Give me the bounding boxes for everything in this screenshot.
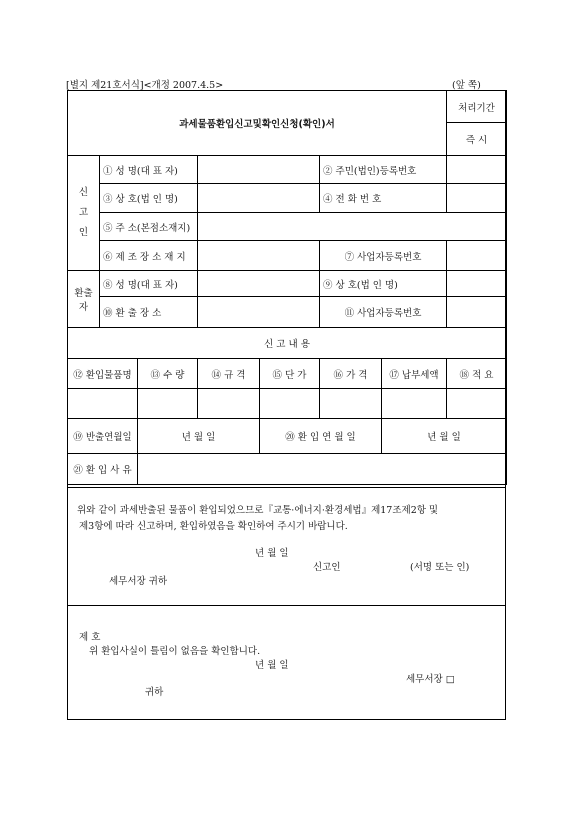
declaration-text-line1: 위와 같이 과세반출된 물품이 환입되었으므로『교통·에너지·환경세법』제17조제2항 및 <box>77 505 439 516</box>
reporter-address-label: ⑤ 주 소(본점소재지) <box>100 213 198 241</box>
col-unit-price: ⑮ 단 가 <box>260 359 320 389</box>
returner-trade-name-label: ⑨ 상 호(법 인 명) <box>320 271 447 297</box>
reporter-resident-no-label: ② 주민(법인)등록번호 <box>320 156 447 184</box>
export-date-field[interactable]: 년 월 일 <box>138 419 260 454</box>
col-remarks: ⑱ 적 요 <box>447 359 507 389</box>
col-price: ⑯ 가 격 <box>320 359 382 389</box>
confirmation-text: 위 환입사실이 틀림이 없음을 확인합니다. <box>89 646 261 657</box>
returner-section-label: 환출자 <box>68 271 100 328</box>
reporter-trade-name-label: ③ 상 호(법 인 명) <box>100 184 198 213</box>
reporter-section-label: 신 고 인 <box>68 156 100 271</box>
col-spec: ⑭ 규 격 <box>198 359 260 389</box>
col-quantity: ⑬ 수 량 <box>138 359 198 389</box>
reporter-phone-label: ④ 전 화 번 호 <box>320 184 447 213</box>
declaration-addressee: 세무서장 귀하 <box>109 576 168 587</box>
form-title: 과세물품환입신고및확인신청(확인)서 <box>68 91 447 156</box>
content-header: 신 고 내 용 <box>68 328 507 359</box>
returner-place-label: ⑩ 환 출 장 소 <box>100 297 198 328</box>
form-frame <box>67 90 506 720</box>
confirmation-date: 년 월 일 <box>255 660 289 671</box>
return-date-label: ⑳ 환 입 연 월 일 <box>260 419 382 454</box>
declaration-date: 년 월 일 <box>255 548 289 559</box>
returner-biz-no-label: ⑪ 사업자등록번호 <box>320 297 447 328</box>
col-item-name: ⑫ 환입물품명 <box>68 359 138 389</box>
page-side: (앞 쪽) <box>452 80 481 91</box>
reporter-biz-no-label: ⑦ 사업자등록번호 <box>320 241 447 271</box>
reporter-sign-label: 신고인 <box>313 562 341 573</box>
confirmation-number: 제 호 <box>79 632 101 643</box>
form-reference: [별지 제21호서식]<개정 2007.4.5> <box>66 80 224 91</box>
sign-or-seal: (서명 또는 인) <box>410 562 470 573</box>
return-date-field[interactable]: 년 월 일 <box>382 419 507 454</box>
processing-label: 처리기간 <box>447 91 507 123</box>
reporter-name-label: ① 성 명(대 표 자) <box>100 156 198 184</box>
returner-name-label: ⑧ 성 명(대 표 자) <box>100 271 198 297</box>
confirmation-addressee: 귀하 <box>145 687 164 698</box>
return-reason-label: ㉑ 환 입 사 유 <box>68 454 138 485</box>
tax-office-seal: 세무서장 □ <box>406 674 455 685</box>
declaration-text-line2: 제3항에 따라 신고하며, 환입하였음을 확인하여 주시기 바랍니다. <box>79 521 348 532</box>
col-tax: ⑰ 납부세액 <box>382 359 447 389</box>
reporter-factory-label: ⑥ 제 조 장 소 재 지 <box>100 241 198 271</box>
processing-value: 즉 시 <box>447 123 507 156</box>
export-date-label: ⑲ 반출연월일 <box>68 419 138 454</box>
